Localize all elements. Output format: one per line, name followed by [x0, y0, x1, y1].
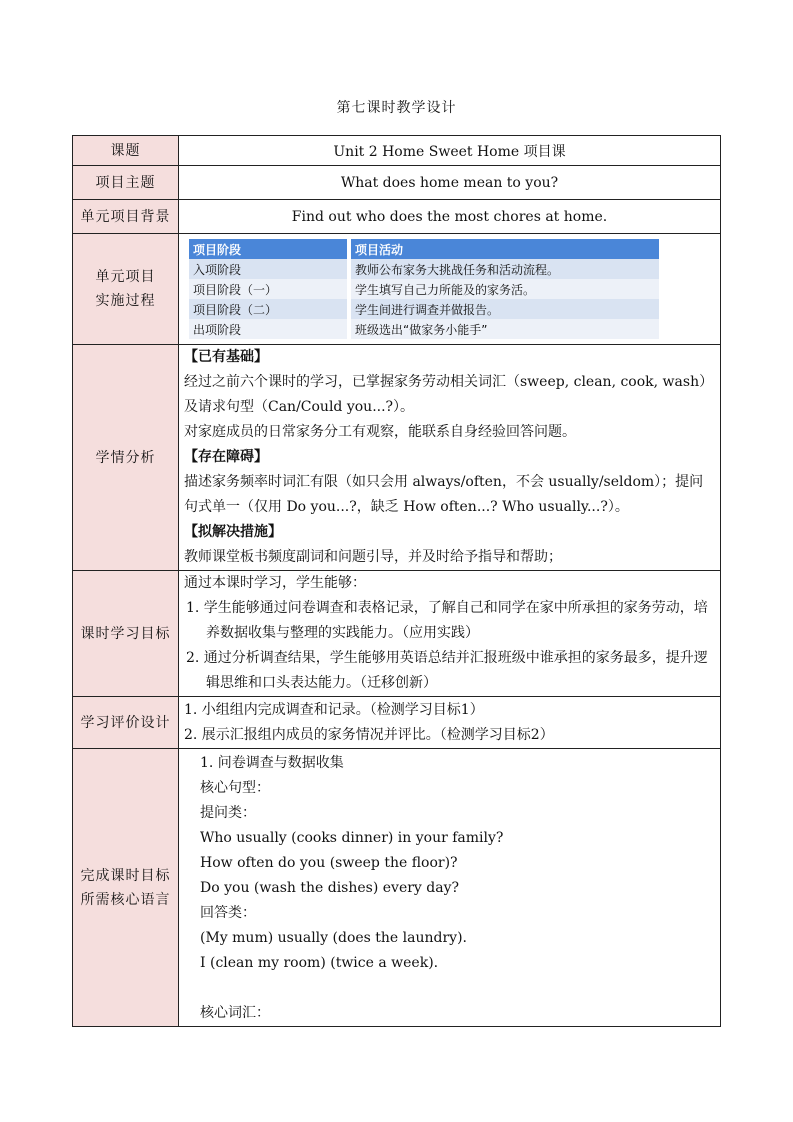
- language-section: 1. 问卷调查与数据收集: [200, 755, 344, 771]
- value-study: [179, 345, 721, 571]
- study-text-foundation: 经过之前六个课时的学习，已掌握家务劳动相关词汇（sweep, clean, cook, wash）及请求句型（Can/Could you...?）。: [184, 374, 707, 415]
- stage-phase: 项目阶段（二）: [189, 299, 349, 319]
- language-question: Who usually (cooks dinner) in your family?: [200, 830, 504, 846]
- label-study: 学情分析: [73, 345, 179, 571]
- study-heading-obstacles: 【存在障碍】: [184, 449, 268, 465]
- label-evaluation: 学习评价设计: [73, 697, 179, 749]
- language-answer: (My mum) usually (does the laundry).: [200, 930, 467, 946]
- label-goals: 课时学习目标: [73, 571, 179, 697]
- label-language-line1: 完成课时目标: [80, 867, 171, 884]
- stage-table: [189, 239, 659, 339]
- label-process-line2: 实施过程: [95, 293, 156, 309]
- language-answer-type: 回答类：: [200, 905, 256, 921]
- study-heading-measures: 【拟解决措施】: [184, 524, 282, 540]
- row-study: [73, 345, 721, 571]
- language-question-type: 提问类：: [200, 805, 256, 821]
- goals-intro: 通过本课时学习，学生能够：: [184, 575, 366, 591]
- study-heading-foundation: 【已有基础】: [184, 349, 268, 365]
- label-language-line2: 所需核心语言: [80, 891, 171, 908]
- value-background: Find out who does the most chores at home.: [179, 200, 721, 234]
- value-theme: What does home mean to you?: [179, 166, 721, 200]
- goal-item: 2. 通过分析调查结果，学生能够用英语总结并汇报班级中谁承担的家务最多，提升逻辑思维和口头表达能力。（迁移创新）: [186, 650, 708, 691]
- stage-phase: 项目阶段（一）: [189, 279, 349, 299]
- row-goals: [73, 571, 721, 697]
- study-text-observation: 对家庭成员的日常家务分工有观察，能联系自身经验回答问题。: [184, 424, 576, 440]
- row-process: [73, 234, 721, 345]
- evaluation-item: 2. 展示汇报组内成员的家务情况并评比。（检测学习目标2）: [184, 726, 554, 743]
- row-background: [73, 200, 721, 234]
- stage-activity: 学生间进行调查并做报告。: [349, 299, 659, 319]
- value-evaluation: [179, 697, 721, 749]
- value-language: [179, 749, 721, 1027]
- label-topic: 课题: [73, 136, 179, 166]
- language-question: Do you (wash the dishes) every day?: [200, 880, 460, 896]
- label-process: [73, 234, 179, 345]
- label-language: [73, 749, 179, 1027]
- value-topic: Unit 2 Home Sweet Home 项目课: [179, 136, 721, 166]
- value-process: [179, 234, 721, 345]
- row-theme: [73, 166, 721, 200]
- evaluation-item: 1. 小组组内完成调查和记录。（检测学习目标1）: [184, 701, 484, 718]
- page-title: 第七课时教学设计: [336, 100, 457, 116]
- study-text-obstacles: 描述家务频率时词汇有限（如只会用 always/often，不会 usually/seldom）；提问句式单一（仅用 Do you...?，缺乏 How often...? Who usually...?）。: [184, 474, 704, 515]
- stage-row: [189, 279, 659, 299]
- row-evaluation: [73, 697, 721, 749]
- stage-phase: 出项阶段: [189, 319, 349, 339]
- language-core-vocab: 核心词汇：: [200, 1005, 270, 1021]
- stage-header-activity: 项目活动: [349, 239, 659, 259]
- language-core-sentence: 核心句型：: [200, 780, 270, 796]
- stage-row: [189, 259, 659, 279]
- stage-activity: 班级选出“做家务小能手”: [349, 319, 659, 339]
- label-theme: 项目主题: [73, 166, 179, 200]
- stage-phase: 入项阶段: [189, 259, 349, 279]
- lesson-plan-table: [72, 135, 721, 1027]
- label-background: 单元项目背景: [73, 200, 179, 234]
- stage-header-phase: 项目阶段: [189, 239, 349, 259]
- language-question: How often do you (sweep the floor)?: [200, 855, 458, 871]
- row-topic: [73, 136, 721, 166]
- stage-row: [189, 299, 659, 319]
- stage-activity: 学生填写自己力所能及的家务活。: [349, 279, 659, 299]
- study-text-measures: 教师课堂板书频度副词和问题引导，并及时给予指导和帮助；: [184, 549, 562, 565]
- stage-header-row: [189, 239, 659, 259]
- goal-item: 1. 学生能够通过问卷调查和表格记录，了解自己和同学在家中所承担的家务劳动，培养数据收集与整理的实践能力。（应用实践）: [186, 600, 708, 641]
- stage-activity: 教师公布家务大挑战任务和活动流程。: [349, 259, 659, 279]
- row-language: [73, 749, 721, 1027]
- label-process-line1: 单元项目: [95, 269, 156, 285]
- value-goals: [179, 571, 721, 697]
- stage-row: [189, 319, 659, 339]
- language-answer: I (clean my room) (twice a week).: [200, 955, 439, 971]
